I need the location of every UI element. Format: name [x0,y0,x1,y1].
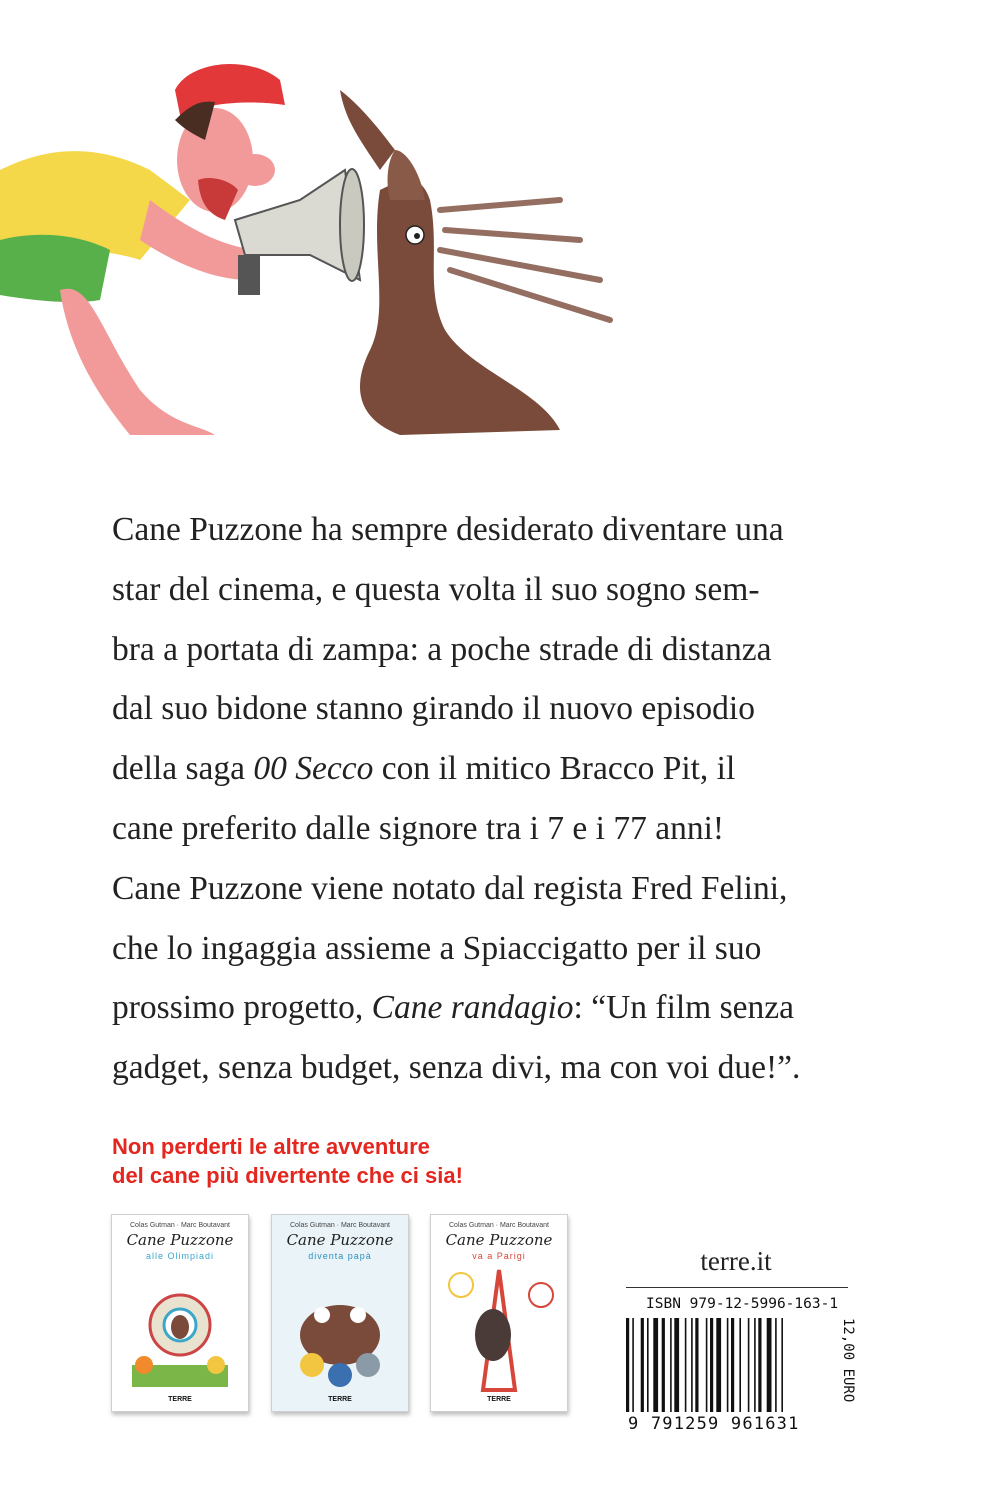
book-cover-papa [271,1214,409,1412]
man-arm [140,200,255,280]
man-nose [235,154,275,186]
blurb-line: star del cinema, e questa volta il suo sogno sem- [112,570,760,608]
price-label: 12,00 EURO [840,1318,856,1403]
blurb-line: dal suo bidone stanno girando il nuovo episodio [112,690,755,728]
cover-illustration [0,30,640,450]
isbn-number: ISBN 979-12-5996-163-1 [646,1296,839,1312]
dog-ear [340,90,395,170]
back-cover-blurb [112,500,850,1098]
dog-fur-blown [440,200,610,320]
divider [626,1287,848,1288]
promo-line-2: del cane più divertente che ci sia! [112,1163,463,1188]
megaphone-handle [238,255,260,295]
publisher-website: terre.it [700,1246,772,1276]
dog-head [388,150,425,200]
man-shorts [0,235,110,302]
book-series-title: Cane Puzzone [286,1231,394,1249]
blurb-line: cane preferito dalle signore tra i 7 e i 77 anni! [112,809,725,847]
man-leg [60,289,215,435]
blurb-line: Cane Puzzone viene notato dal regista Fred Felini, [112,869,788,907]
book-series-title: Cane Puzzone [126,1231,234,1249]
series-promo [112,1132,712,1190]
book-publisher: TERRE [328,1396,352,1403]
book-cover-olimpiadi [111,1214,249,1412]
book-authors: Colas Gutman · Marc Boutavant [449,1222,549,1229]
book-cover-parigi [430,1214,568,1412]
film-title-cane-randagio: Cane randagio [371,989,574,1027]
book-authors: Colas Gutman · Marc Boutavant [130,1222,230,1229]
blurb-line: gadget, senza budget, senza divi, ma con voi due!”. [112,1049,801,1087]
book-authors: Colas Gutman · Marc Boutavant [290,1222,390,1229]
dog-body [360,180,560,435]
blurb-line: prossimo progetto, Cane randagio: “Un film senza [112,989,795,1027]
barcode-digits: 9 791259 961631 [628,1414,800,1434]
book-publisher: TERRE [168,1396,192,1403]
blurb-line: che lo ingaggia assieme a Spiaccigatto per il suo [112,929,762,967]
book-publisher: TERRE [487,1396,511,1403]
book-subtitle: alle Olimpiadi [145,1251,215,1261]
isbn-barcode [626,1318,822,1412]
book-series-title: Cane Puzzone [445,1231,553,1249]
film-title-00-secco: 00 Secco [253,750,374,788]
book-subtitle: diventa papà [308,1251,372,1261]
blurb-line: Cane Puzzone ha sempre desiderato diventare una [112,511,784,548]
blurb-line: bra a portata di zampa: a poche strade di distanza [112,630,772,668]
promo-line-1: Non perderti le altre avventure [112,1134,430,1159]
blurb-line: della saga 00 Secco con il mitico Bracco Pit, il [112,750,736,788]
book-subtitle: va a Parigi [472,1251,526,1261]
